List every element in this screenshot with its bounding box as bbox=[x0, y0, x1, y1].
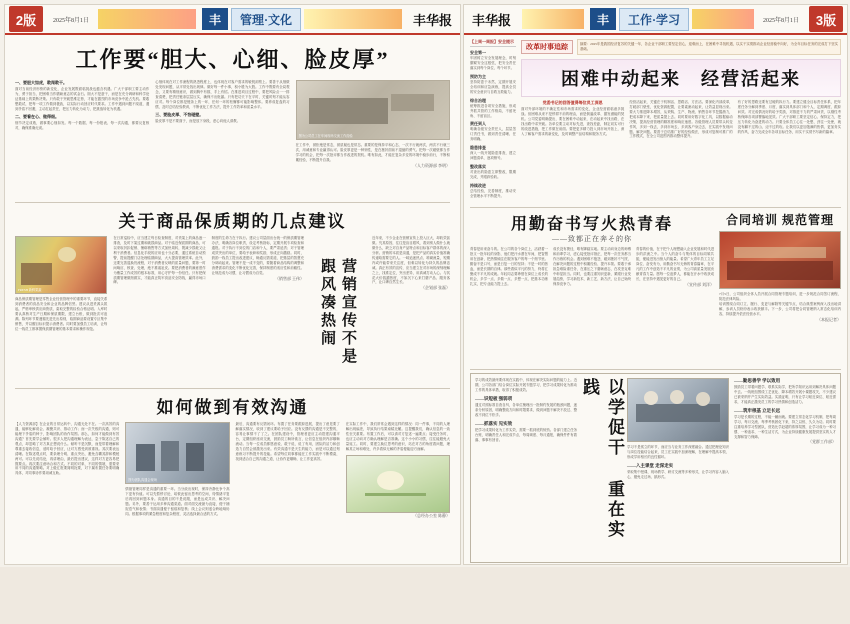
left-comm-photo-2 bbox=[346, 455, 450, 513]
sidebar-text-1: 坚持防患于未然，定期开展安全培训和应急演练，提高全员的安全意识与自救互救能力。 bbox=[470, 79, 516, 94]
right-section-title: 工作·学习 bbox=[619, 8, 689, 31]
right-youth-byline: （宣传部 刘洋） bbox=[685, 281, 714, 287]
right-main-col-3: 有了好的思路还要有过硬的执行力。要建立健全目标责任体系，把年度任务分解到季度、月度，落实到具体部门和个人，定期调度、跟踪问效。对完成情况好的给予奖励，对推进不力的严肃问责，以刚性考核保障各项部署落地见效。广大干部职工要坚定信心、保持定力，把压力转化为奋进的动力。只要全体员工心往一处想、劲往一处使，就没有翻不过的山、迈不过的坎。让我们以更加饱满的热情、更加务实的作风，奋力完成全年各项目标任务，用实干实绩书写新的篇章。 bbox=[737, 99, 841, 134]
left-masthead bbox=[5, 5, 460, 35]
right-contract-block bbox=[719, 211, 841, 366]
left-comm-col-4: 在实际工作中，我们常常会遇到这样的情况：同一件事，不同的人理解出现偏差，导致执行结果南辕北辙。这提醒我们，确认信息的一致性至关重要。布置工作后，可以请对方复述一遍要点；接受任务时，也应主动向对方确认理解是否准确。这个小小的习惯，往往能避免大量返工。同时，要建立换位思考的意识，站在对方的角度看问题，理解其立场和难处，许多看似无解的矛盾便能迎刃而解。 bbox=[345, 422, 450, 451]
left-comm-col-1: 【人力资源部】在企业的日常运转中，沟通无处不在。一次高效的沟通，能够化解误会、凝聚共识、推动工作；而一次失败的沟通，则可能埋下矛盾的种子，影响团队的协作氛围。那么，如何才能做到有效沟通？首先要学会倾听。很多人把沟通理解为表达，急于陈述自己的观点，却忽略了对方真正想说什么。倾听不是沉默，而是带着理解和尊重去接收信息，适时给予回应，让对方感受到被重视。其次要表达清晰。在陈述观点时，要条理分明、重点突出，避免含糊其辞和模棱两可。可以先说结论，再讲理由，最后提出建议，这样对方更容易把握要点。再次要注意场合和方式。不同的对象、不同的情境，需要采用不同的沟通策略。对上级汇报要简明扼要，对下属布置任务要明确具体，对同事协作要坦诚互助。 bbox=[15, 422, 120, 476]
right-practice-byline: （党群工作部） bbox=[808, 439, 836, 445]
left-quality-col-3: 制度的生命力在于执行。建议公司层面出台统一的保质期管理办法，明确各岗位职责，设定考核指标，定期开展专项检查和通报。对于执行不到位的门店和个人，要严肃追责；对于管理成效突出的单位，要给予表彰和奖励，形成正向激励。同时，鼓励一线员工提出改进建议，畅通反馈渠道，把基层的智慧充分调动起来。管理不是一成不变的，要随着商品结构的调整和消费需求的变化不断优化完善，保持制度的适应性和前瞻性。让规范成为习惯，让习惯成为自觉。 bbox=[211, 236, 304, 275]
left-decor-strip-left bbox=[98, 9, 196, 29]
right-practice-point-3: ——勤思善学 学以致用 bbox=[734, 378, 781, 383]
left-marketing-col: 近年来，不少企业在营销宣传上投入巨大，却收效甚微。究其原因，往往是盲目跟风，看到别人做什么就做什么，缺乏对自身产品特点和目标客户群体的深入分析。营销的本质是沟通，是把产品的真实价值准确传递给需要它的人。一味追逐热点、堆砌流量，短期内或许能带来关注度，但难以转化为持久的品牌忠诚。真正有效的宣传，应当建立在对市场的深刻理解之上，找准定位，突出差异，用真诚打动人心。与其花大价钱蹭热度，不如沉下心来打磨产品、服务客户，让口碑自然生长。 bbox=[371, 236, 450, 285]
sidebar-item-1[interactable]: 预防为主 bbox=[470, 73, 486, 79]
left-comm-headline: 如何做到有效沟通 bbox=[156, 398, 309, 417]
right-decor-strip-right bbox=[692, 9, 754, 29]
left-quality-photo-caption: FRESH 新鲜果蔬 bbox=[18, 288, 42, 292]
right-practice-col-2: 学习不是孤立的环节，而应当与业务工作深度融合。通过把理论知识与岗位技能结合起来，员工在实践中加深理解，在理解中提高本领，形成学用相长的良性循环。 bbox=[627, 445, 729, 459]
right-practice-text-3: 鼓励员工带着问题学、联系实际学，把所学知识运用到解决具体问题中去。一线班组围绕工艺优化、降本增效开展小课题攻关，不少建议已被采纳并产生实际效益。实践证明，只有让学习贴近岗位、贴近需求，才能真正激发员工的学习热情和创造活力。 bbox=[734, 385, 836, 404]
left-comm-photo bbox=[125, 422, 229, 484]
sidebar-text-0: 牢固树立安全发展理念，时刻绷紧安全这根弦，把安全责任落实到每个岗位、每个环节。 bbox=[470, 56, 516, 70]
right-practice-point-4: ——筑牢根基 立足长远 bbox=[734, 407, 781, 413]
left-comm-col-2: 情绪管理同样是沟通的重要一环。当分歧出现时，保持冷静比争个高下更有价值。可以先暂停讨论，给彼此留出思考的空间，待情绪平复后再回到问题本身。沟通的目的不是说服，而是达成共识、解决问题。另外，要善于运用多种沟通渠道。面对面交流最为直接，便于捕捉语气和表情；书面沟通便于留痕和复核；线上会议则适合跨地域协同。根据事项的紧急程度和复杂程度，灵活选择最合适的方式。 bbox=[125, 487, 230, 516]
left-comm-byline: （总经办公室 陈静） bbox=[413, 512, 450, 518]
right-youth-headline: 用勤奋书写火热青春 bbox=[510, 216, 673, 233]
left-main-photo-caption: 图为公司员工在车间现场交流工作经验 bbox=[298, 134, 353, 138]
right-practice-photo bbox=[627, 378, 729, 442]
left-main-byline: （人力资源部 李明） bbox=[412, 162, 450, 168]
paper-logo-icon: 丰 bbox=[202, 8, 228, 30]
right-sidebar-title: 【上周一周报】安全提示 bbox=[470, 39, 516, 47]
right-youth-subtitle: ——致都正在奔そ的你 bbox=[552, 235, 632, 243]
left-sub-head-3: 三、要脸皮厚、不怕碰壁。 bbox=[155, 111, 204, 117]
right-column-label: 改革时事追踪 bbox=[521, 40, 573, 54]
left-divider-2 bbox=[15, 388, 450, 389]
right-masthead bbox=[464, 5, 847, 35]
right-divider-1 bbox=[470, 207, 841, 208]
right-youth-col-2: 成长没有捷径，唯有脚踏实地。要主动向身边的师傅和前辈学习，虚心接受批评指正，把每一次任务都当作历练的机会。遇到困难不抱怨，碰到挫折不气馁，在解决问题的过程中积累经验、提升本领。要敢于承担急难险重任务，在重压之下磨砺意志，在攻坚克难中彰显担当。同时，也要注重知识更新，紧跟行业发展趋势，学习新技术、新工艺、新方法，让自己始终保持竞争力。 bbox=[553, 247, 631, 286]
left-body-col-1b: 细节决定成败，做事要心细如发。每一个数据、每一份报表、每一次沟通，都要反复核对，确保准确无误。 bbox=[15, 120, 150, 130]
right-contract-body: 培训围绕合同订立、履行、变更与解除等关键节点，结合典型案例深入浅出地讲解，参训人员纷纷表示收获颇丰。下一步，公司将把合同管理纳入常态化培训内容，持续提升依法经营水平。 bbox=[719, 301, 841, 316]
right-practice-text-4: 学习是长期的过程，不能一蹴而就。要建立常态化学习机制，把每周学习、每月交流、每季考核固化下来，持之以恒、久久为功。同时要注重培养学习型团队，营造比学赶超的浓厚氛围，让学习成为一种习惯、一种追求、一种生活方式，为企业持续健康发展提供坚实的人才支撑和智力保障。 bbox=[734, 414, 836, 439]
left-quality-byline: （销售部 王伟） bbox=[274, 275, 304, 281]
sidebar-item-0[interactable]: 安全第一 bbox=[470, 50, 486, 55]
sidebar-text-6: 总结经验，完善制度，推动安全管理水平不断提升。 bbox=[470, 189, 516, 198]
sidebar-item-4[interactable]: 隐患排查 bbox=[470, 145, 486, 151]
right-practice-block bbox=[470, 373, 841, 563]
right-main-subtitle: 党委书记的回答值得每位员工深思 bbox=[542, 99, 603, 105]
right-decor-strip-left bbox=[522, 9, 584, 29]
left-quality-col-2: 在日常巡检中，应当建立每日检查制度，对货架上的商品逐一排查，及时下架过期和破损商品。对于临近保质期的商品，可以采取折扣促销、捆绑销售等方式加快周转，既减少损耗又让利于消费者。信息化手段的应用也十分必要，通过系统自动预警，提前提醒门店处理临期商品，大大提高管理效率。此外，还要完善退换货流程，对于消费者反映的质量问题，要第一时间响应、核查、处理，绝不推诿扯皮。要把消费者的满意度作为衡量工作成效的根本标准，用心守护每一份信任。只有把保质期管理做细做实，才能真正筑牢食品安全防线，赢得市场口碑。 bbox=[113, 236, 206, 285]
right-practice-point-0: ——识短板 强弱项 bbox=[475, 395, 513, 401]
left-marketing-vertical-headline: 营销宣传不是跟风凑热闹 bbox=[318, 258, 356, 366]
left-quality-headline: 关于商品保质期的几点建议 bbox=[118, 212, 347, 231]
right-main-col-1: 面对外部环境的不确定性和市场需求的变化，企业经营面临诸多挑战。但困难从来不是停滞不前的理由，而是倒逼改革、激发潜能的契机。公司党委明确提出，要在困难中动起来，在动起来中找出路，在找出路中求突破。各单位要主动对标先进，查找差距，制定切实可行的改进措施，把工作做在前面。要把更多精力投入到市场开拓上，深入了解客户需求的新变化，及时调整产品结构和服务方式。 bbox=[521, 106, 625, 136]
right-practice-point-1: ——抓落实 见实效 bbox=[475, 420, 513, 426]
left-body-col-3: 在工作中，被拒绝是常态，被质疑也是常态。重要的是保持平和心态，一次不行就两次，两次不行就三次，用诚意和专业赢得认可。脸皮厚更是一种韧性，是在挫折面前不退缩的勇气。把每一次碰壁都当作学习的机会，把每一次批评都当作改进的契机。唯有如此，才能在复杂多变的环境中稳步前行，不断积累经验，不断提升自我。 bbox=[295, 143, 450, 162]
left-sub-head-1: 一、要胆大如虎，敢闯敢干。 bbox=[15, 80, 67, 85]
right-youth-col-3: 青春的价值，在于把个人理想融入企业发展和时代进步的洪流之中。当个人的奋斗与集体的目标同频共振，便能迸发出惊人的能量。希望广大青年员工立足岗位、奋发有为，用勤奋书写无悔的青春篇章，在平凡的工作中创造不平凡的业绩，为公司高质量发展贡献青春力量。愿每一位追梦人，都能在汗水中收获成长，在坚持中遇见更好的自己。 bbox=[636, 247, 714, 281]
left-date: 2025年8月1日 bbox=[53, 17, 90, 24]
left-divider-1 bbox=[15, 202, 450, 203]
left-body-col-2: 心细体现在对工作流程的熟悉程度上，也体现在对客户需求的敏锐洞察上。要善于从细微处发现问题，从平常处找出规律。做好每一件小事，积小胜为大胜。工作中既要有全局观念，又要有精细意识，做到胸中有数、手上有招。在推进项目过程中，要把风险点一一排查清楚，把责任链条层层压实，确保不出纰漏。只有把功夫下在平时，关键时刻才能从容应对。每个岗位都是链条上的一环，任何一环的松懈都可能影响整体。要养成复盘的习惯，及时总结经验教训，不断优化工作方法，提升工作效率和质量水平。 bbox=[155, 80, 290, 109]
right-youth-col-1: 青春是用来奋斗的。在公司的各个岗位上，活跃着一批又一批年轻的身影，他们把汗水洒在车间，把智慧用在创新，把热情倾注在服务客户的每一个细节里。勤奋不是口号，而是日复一日的坚持；不是一时的热血，而是长期的自律。那些看似平凡的努力，终将汇聚成不平凡的成就。年轻同志要珍惜在岗位上成长的机会，多学一点、多做一点、多想一点，把基本功练扎实，把专业能力提上去。 bbox=[470, 247, 548, 286]
right-paper-logo-icon: 丰 bbox=[590, 8, 616, 30]
sidebar-text-2: 统筹推进各项安全措施，形成齐抓共管的工作格局，不留死角、不留盲区。 bbox=[470, 103, 516, 118]
left-page-sheet bbox=[4, 4, 461, 565]
right-divider-2 bbox=[470, 369, 841, 370]
right-practice-point-2: ——入主课堂 走深走实 bbox=[627, 462, 674, 468]
right-practice-text-2: 采取集中授课、现场教学、研讨交流等多种形式，让学习内容入脑入心，避免走过场、搞形式。 bbox=[627, 469, 729, 479]
sidebar-item-5[interactable]: 整改落实 bbox=[470, 164, 486, 170]
right-sidebar bbox=[470, 39, 516, 204]
left-main-photo bbox=[296, 80, 450, 140]
left-body-col-1: 面对当前经济形势的新变化，企业发展既面临挑战也蕴含机遇。广大干部职工要主动作为，勇于担当，把困难当作磨砺意志的试金石。胆大不是蛮干，而是在充分调研和科学论证基础上的果断决策。只有敢于突破思维定势，才能在激烈的市场竞争中抢占先机。要敢想敢试，把每一项工作做到极致，以实际行动回应时代要求。工作中遇到问题不绕道，遇到矛盾不回避，主动扛起责任，把压力转化为动力，把挑战转化为机遇。 bbox=[15, 87, 150, 111]
sidebar-text-4: 深入一线开展隐患排查，建立问题清单，逐项销号。 bbox=[470, 151, 516, 161]
right-main-headline: 困难中动起来 经营活起来 bbox=[561, 68, 801, 89]
sidebar-text-3: 明确各级安全责任人，层层签订责任书，做到责任清晰、任务明确。 bbox=[470, 127, 516, 142]
right-practice-text-0: 通过对照标准自查自纠，各单位梳理出一批制约发展的瓶颈问题，逐条分析原因，明确整改方向和时限要求，做到问题不解决不放过、整改不到位不松手。 bbox=[475, 402, 577, 417]
left-quality-col-1: 商品保质期管理是零售企业经营管理中的重要环节，直接关系到消费者的食品安全和企业的品牌信誉。建议从进货源头抓起，严格审核供应商资质，索取完整的检验合格证明。入库时要认真核对生产日期和保质期限，建立台账，做到批次可追溯。陈列环节要遵循先进先出原则，临期商品要设置专区集中销售，并以醒目标识提示消费者。同时要加强员工培训，让每位一线员工都掌握保质期管理的基本要求和操作规范。 bbox=[15, 297, 108, 331]
sidebar-item-2[interactable]: 综合治理 bbox=[470, 97, 486, 103]
sidebar-text-5: 对查出的隐患立即整改，限期完成，并跟踪验收。 bbox=[470, 170, 516, 180]
left-body-col-2b: 脸皮厚不是不要面子，而是放下身段，虚心向他人请教。 bbox=[155, 118, 241, 123]
right-main-col-2: 经营活起来，关键在于机制活、思路活、方法活。要深化内部改革，打破部门壁垒，优化资源配置，让要素流动起来，让效益显现出来。要大力推进降本增效，从采购、生产、物流、销售各环节挖掘潜力，把成本降下来，把质量提上去。同时要用好数字化工具，以数据驱动决策，提高经营管理的精准度和响应速度。各级管理人员要带头转变作风，多到一线去，多到市场去，多到客户身边去，在实践中发现问题、解决问题。要善于总结推广好的经验做法，形成可复制可推广的工作模式，在全公司范围内推动整体提升。 bbox=[629, 99, 733, 139]
right-practice-text-1: 把学习成果转化为工作实效，需要一抓到底的韧劲。各部门建立任务台账，明确责任人和完成节点，每周调度、每月通报，确保件件有着落、事事有回音。 bbox=[475, 427, 577, 442]
left-comm-col-3: 最后，沟通要有反馈闭环。布置了任务要跟踪进展，提出了意见要了解落实情况，收到了建议要给予回应。没有反馈的沟通是不完整的，容易让事情不了了之。在团队建设中，管理者更应主动搭建沟通平台，定期组织座谈交流，鼓励员工畅所欲言，让信息在组织内部顺畅流动。当每一位成员都愿意说、敢于说、说了有用，团队的活力和创造力自然会被激发出来。有效沟通不是天生的能力，而是可以通过刻意练习不断提升的技能。希望每位同事都能在工作实践中不断摸索，找到适合自己的沟通之道，让协作更顺畅，让工作更高效。 bbox=[235, 422, 340, 461]
right-contract-headline: 合同培训 规范管理 bbox=[725, 213, 834, 227]
left-marketing-byline: （企划部 张磊） bbox=[420, 285, 450, 291]
right-page-number: 3版 bbox=[809, 6, 843, 32]
right-practice-vertical-headline: 以学促干 重在实践 bbox=[580, 378, 624, 540]
left-main-headline: 工作要“胆大、心细、脸皮厚” bbox=[75, 47, 390, 72]
right-date: 2025年8月1日 bbox=[763, 17, 800, 24]
left-decor-strip-right bbox=[304, 9, 402, 29]
right-contract-byline: （本报记者） bbox=[817, 316, 841, 322]
right-page-sheet bbox=[463, 4, 848, 565]
left-comm-photo-caption: 图为团队沟通会现场 bbox=[128, 478, 157, 482]
left-section-title: 管理·文化 bbox=[231, 8, 301, 31]
left-quality-photo bbox=[15, 236, 107, 294]
left-page-number: 2版 bbox=[9, 6, 43, 32]
left-paper-name: 丰华报 bbox=[413, 12, 453, 28]
sidebar-item-6[interactable]: 持续改进 bbox=[470, 183, 486, 188]
sidebar-item-3[interactable]: 责任到人 bbox=[470, 121, 486, 127]
right-contract-photo bbox=[719, 231, 841, 289]
right-paper-name: 丰华报 bbox=[472, 12, 512, 28]
right-lead-summary: 摘要：2025年是我国经济复苏的关键一年，各企业干部职工要坚定信心，迎难而上，在困难中寻找机遇，以实干实绩推动企业经营稳中向好，为全年目标任务的完成打下坚实基础。 bbox=[577, 39, 841, 55]
left-sub-head-2: 二、要看在心、做得细。 bbox=[15, 113, 59, 119]
right-contract-caption: 7月5日，公司组织全体人员开展合同管理专题培训，进一步规范合同签订流程、防范法律风险。 bbox=[719, 292, 841, 301]
right-practice-col-1: 学习的成效最终要体现在实践中，体现在解决实际问题的能力上。近期，公司各部门结合岗位实际开展专题学习，把学习成果转化为推动工作的具体举措，取得了积极成效。 bbox=[475, 378, 577, 392]
